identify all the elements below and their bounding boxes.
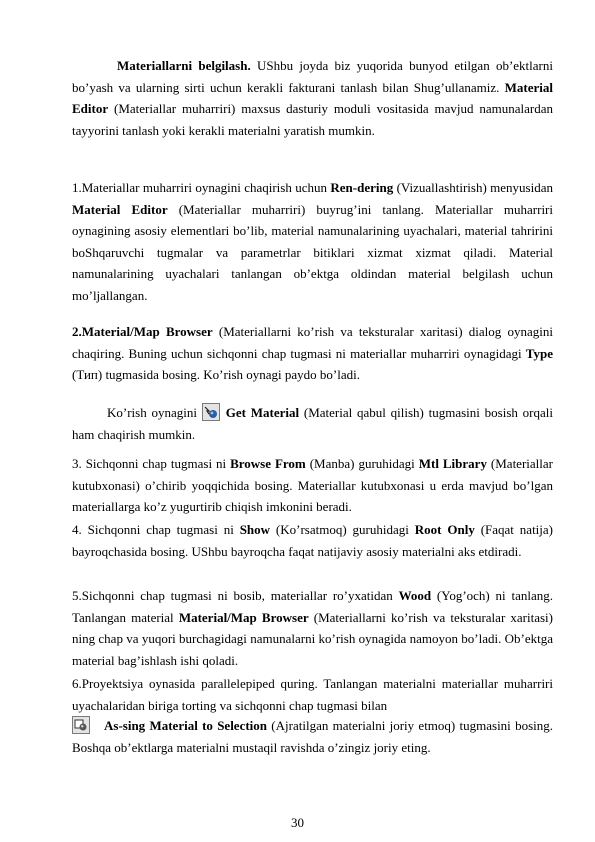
term-type: Type — [525, 345, 553, 361]
text-run: 6.Proyektsiya oynasida parallelepiped quring. Tanlangan materialni materiallar muharriri uyachalaridan biriga torting va sichqonni chap tugmasi bilan — [72, 676, 553, 713]
term-mtl-library: Mtl Library — [418, 456, 487, 471]
text-run: (Material qabul qilish) tugmasini bosish orqali ham chaqirish mumkin. — [72, 405, 553, 442]
text-run: (Materiallarni ko’rish va teksturalar xaritasi) ning chap va yuqori burchagidagi namunalarni ko’rish oynagida namoyon bo’ladi. Ob’ektga material bag’ishlash ishi qoladi. — [72, 609, 553, 668]
text-run: Ko’rish oynagini — [107, 405, 202, 420]
text-run: 3. Sichqonni chap tugmasi ni — [72, 456, 231, 471]
term-material-editor: Material Editor — [72, 201, 168, 217]
term-browse-from: Browse From — [230, 456, 306, 471]
text-run: 5.Sichqonni chap tugmasi ni bosib, materiallar ro’yxatidan — [72, 588, 399, 603]
text-run: (Тип) tugmasida bosing. Ko’rish oynagi paydo bo’ladi. — [72, 367, 360, 383]
paragraph-step-3 — [72, 453, 553, 518]
paragraph-step-6 — [72, 673, 553, 716]
paragraph-step-4 — [72, 519, 553, 562]
text-run: 4. Sichqonni chap tugmasi ni — [72, 522, 240, 537]
paragraph-step-5 — [72, 585, 553, 671]
text-run: UShbu joyda biz yuqorida bunyod etilgan ob’ektlarni bo’yash va ularning sirti uchun kerakli fakturani tanlash bilan Shug’ullanamiz. — [72, 58, 553, 95]
term-root-only: Root Only — [414, 522, 475, 537]
get-material-icon — [202, 403, 220, 421]
term-material-editor: Material Editor — [72, 79, 553, 117]
term-materiallarni-belgilash: Materiallarni belgilash. — [117, 58, 251, 73]
paragraph-step-1 — [72, 177, 553, 307]
assign-material-icon — [72, 716, 90, 734]
text-run: (Manba) guruhidagi — [305, 456, 419, 471]
paragraph-assign-material — [72, 715, 553, 758]
text-run: (Materiallarni ko’rish va teksturalar xaritasi) dialog oynagini chaqiring. Buning uchun sichqonni chap tugmasi ni materiallar muharriri oynagidagi — [72, 324, 553, 361]
term-get-material: Get Material — [225, 405, 300, 420]
text-run: (Vizuallashtirish) menyusidan — [393, 180, 553, 195]
text-run: 1.Materiallar muharriri oynagini chaqirish uchun — [72, 180, 331, 195]
text-run: (Yog’och) ni tanlang. Tanlangan material — [72, 588, 553, 625]
text-run: (Faqat natija) bayroqchasida bosing. UShbu bayroqcha faqat natijaviy asosiy materialni aks etdiradi. — [72, 522, 553, 559]
term-assign-material-to-selection: As-sing Material to Selection — [104, 718, 268, 733]
paragraph-get-material — [72, 402, 553, 445]
text-run: (Materiallar muharriri) maxsus dasturiy moduli vositasida mavjud namunalardan tayyorini tanlash yoki kerakli materialni yaratish mumkin. — [72, 101, 553, 138]
term-rendering: Ren-dering — [330, 180, 394, 195]
text-run: (Materiallar kutubxonasi) o’chirib yoqqichida bosing. Materiallar kutubxonasi u erda mavjud bo’lgan materiallarga ko’z yugurtirib chiqish imkonini beradi. — [72, 456, 553, 515]
paragraph-step-2 — [72, 321, 553, 386]
page-number: 30 — [291, 815, 304, 830]
term-show: Show — [239, 522, 271, 537]
text-run: (Materiallar muharriri) buyrug’ini tanlang. Materiallar muharriri oynagining asosiy elementlari bo’lib, material namunalarining uyachalari, material tahririni boShqaruvchi tugmalar va parametrlar bitiklari xizmat xizmat qiladi. Material namunalarining uyachalari tanlangan ob’ektga oldindan material belgilash uchun mo’ljallangan. — [72, 201, 553, 303]
paragraph-materials-definition — [72, 55, 553, 141]
term-material-map-browser: 2.Material/Map Browser — [72, 324, 213, 339]
text-run: (Ajratilgan materialni joriy etmoq) tugmasini bosing. Boshqa ob’ektlarga materialni mustaqil ravishda o’zingiz joriy eting. — [72, 718, 553, 755]
text-run: (Ko’rsatmoq) guruhidagi — [270, 522, 415, 537]
term-wood: Wood — [398, 588, 432, 603]
term-material-map-browser: Material/Map Browser — [178, 609, 309, 625]
